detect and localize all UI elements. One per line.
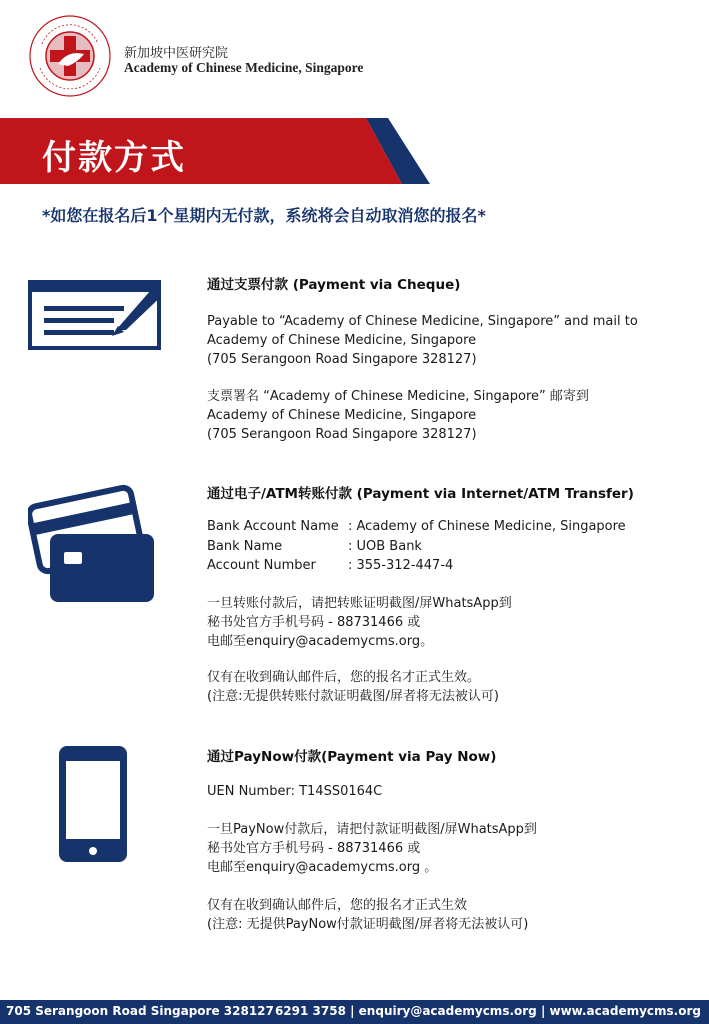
bank-account-name-row: Bank Account Name : Academy of Chinese Medicine, Singapore (207, 519, 626, 534)
cheque-cn-text: 支票署名 “Academy of Chinese Medicine, Singapore” 邮寄到 Academy of Chinese Medicine, Singapore (705 Serangoon Road Singapore 328127) (207, 389, 589, 442)
transfer-note: 仅有在收到确认邮件后，您的报名才正式生效。 (注意:无提供转账付款证明截图/屏者将无法被认可) (207, 670, 499, 704)
transfer-title: 通过电子/ATM转账付款 (Payment via Internet/ATM Transfer) (207, 486, 634, 502)
footer-contact: 6291 3758 | enquiry@academycms.org | www.academycms.org (274, 1004, 701, 1018)
paynow-instructions: 一旦PayNow付款后，请把付款证明截图/屏WhatsApp到 秘书处官方手机号码 - 88731466 或 电邮至enquiry@academycms.org 。 (207, 822, 537, 875)
paynow-uen: UEN Number: T14SS0164C (207, 784, 383, 799)
page-title: 付款方式 (42, 138, 186, 178)
paynow-note: 仅有在收到确认邮件后，您的报名才正式生效 (注意: 无提供PayNow付款证明截图/屏者将无法被认可) (207, 898, 529, 932)
mobile-phone-icon (58, 745, 128, 863)
cheque-icon (28, 280, 161, 350)
transfer-instructions: 一旦转账付款后，请把转账证明截图/屏WhatsApp到 秘书处官方手机号码 - 88731466 或 电邮至enquiry@academycms.org。 (207, 596, 512, 649)
paynow-title: 通过PayNow付款(Payment via Pay Now) (207, 749, 497, 765)
cancellation-notice: *如您在报名后1个星期内无付款，系统将会自动取消您的报名* (42, 206, 486, 225)
cheque-title: 通过支票付款 (Payment via Cheque) (207, 277, 461, 293)
footer-address: 705 Serangoon Road Singapore 328127 (6, 1004, 274, 1018)
bank-name-row: Bank Name : UOB Bank (207, 538, 422, 554)
org-name-en: Academy of Chinese Medicine, Singapore (124, 60, 364, 75)
cheque-en-text: Payable to “Academy of Chinese Medicine, Singapore” and mail to Academy of Chinese Medicine, Singapore (705 Serangoon Road Singapore 328127) (207, 314, 638, 367)
bank-cards-icon (28, 482, 156, 604)
org-name-cn: 新加坡中医研究院 (124, 46, 229, 61)
footer-bar (0, 1000, 709, 1024)
account-number-row: Account Number : 355-312-447-4 (207, 558, 454, 573)
academy-logo (28, 14, 112, 98)
bank-details (207, 517, 626, 576)
